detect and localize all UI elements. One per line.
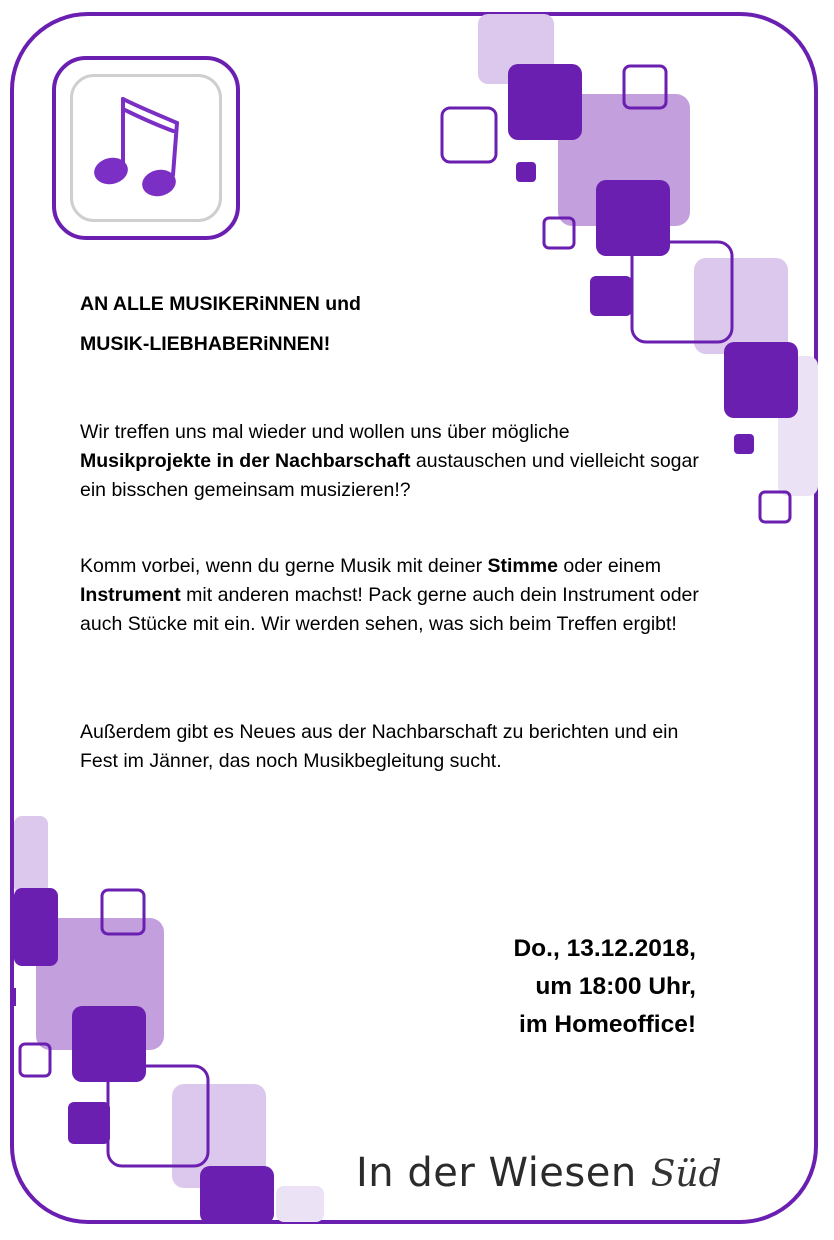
intro-bold-projects: Musikprojekte in der Nachbarschaft xyxy=(80,450,411,472)
event-date: Do., 13.12.2018, xyxy=(513,935,696,962)
paragraph-news: Außerdem gibt es Neues aus der Nachbarschaft zu berichten und ein Fest im Jänner, das noch Musikbegleitung sucht. xyxy=(80,721,679,772)
intro-text-1: Wir treffen uns mal wieder und wollen uns über mögliche xyxy=(80,421,570,443)
paragraph-intro xyxy=(80,418,700,505)
music-note-icon xyxy=(73,77,219,219)
poster-heading xyxy=(80,284,540,364)
brand-script: Süd xyxy=(650,1154,722,1195)
logo-tile xyxy=(52,56,240,240)
logo-inner-border xyxy=(70,74,222,222)
event-time: um 18:00 Uhr, xyxy=(535,973,696,1000)
heading-line-1: AN ALLE MUSIKERiNNEN und xyxy=(80,293,361,315)
event-details xyxy=(513,930,696,1044)
invite-text-2: oder einem xyxy=(557,555,661,577)
invite-text-1: Komm vorbei, wenn du gerne Musik mit deiner xyxy=(80,555,488,577)
heading-line-2: MUSIK-LIEBHABERiNNEN! xyxy=(80,333,331,355)
brand-name: In der Wiesen xyxy=(356,1150,637,1196)
paragraph-invitation xyxy=(80,552,700,639)
intro-text-2: austauschen und vielleicht sogar ein bisschen gemeinsam musizieren!? xyxy=(80,450,699,501)
squares-bottom-left xyxy=(12,816,324,1224)
invite-bold-instrument: Instrument xyxy=(80,584,181,606)
brand-logo xyxy=(356,1150,722,1210)
invite-bold-voice: Stimme xyxy=(487,555,558,577)
invite-text-3: mit anderen machst! Pack gerne auch dein Instrument oder auch Stücke mit ein. Wir werden sehen, was sich beim Treffen ergibt! xyxy=(80,584,699,635)
event-place: im Homeoffice! xyxy=(519,1011,696,1038)
